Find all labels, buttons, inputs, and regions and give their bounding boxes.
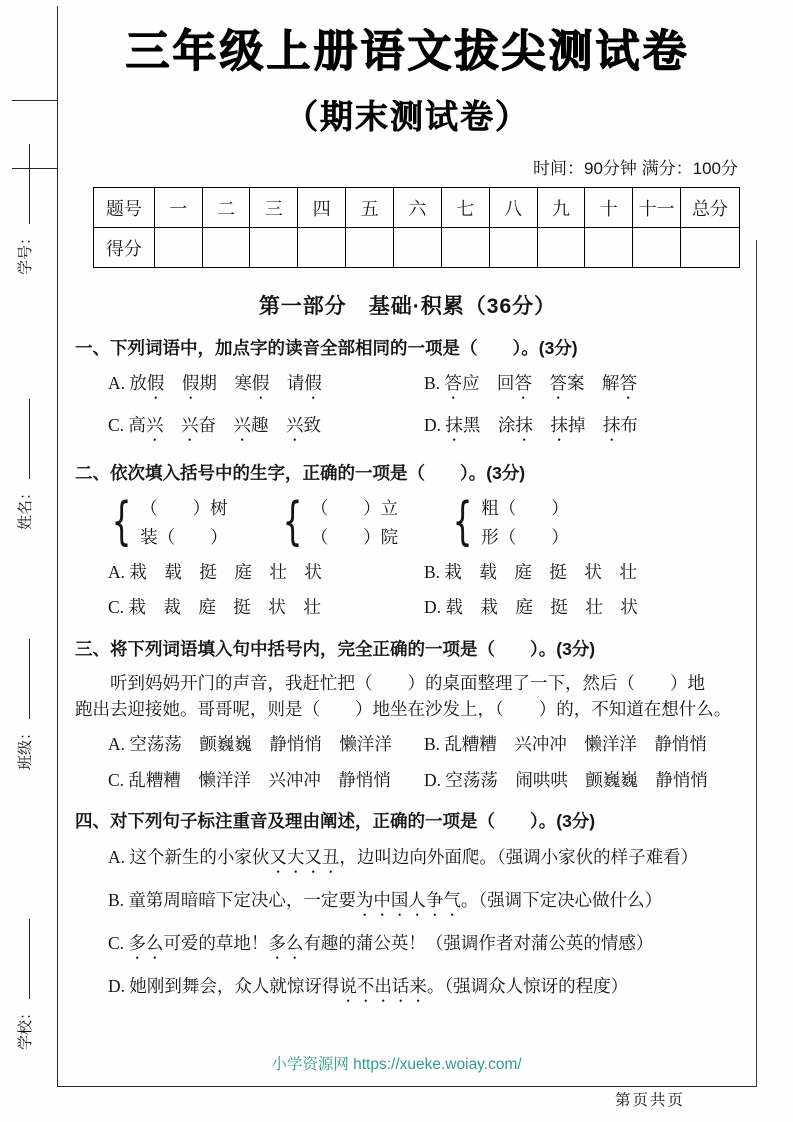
score-table-header-cell: 二 bbox=[202, 188, 250, 228]
option: B. 栽 载 庭 挺 状 壮 bbox=[424, 562, 637, 582]
option: B. 答应 回答 答案 解答 bbox=[424, 373, 637, 394]
group-line-top: 粗（ ） bbox=[481, 497, 569, 518]
score-table-header-cell: 十 bbox=[585, 188, 633, 228]
score-table-header-cell: 五 bbox=[346, 188, 394, 228]
margin-field-blank bbox=[17, 399, 30, 479]
score-cell bbox=[298, 228, 346, 268]
option: C. 高兴 兴奋 兴趣 兴致 bbox=[108, 415, 321, 436]
margin-field-blank bbox=[17, 919, 30, 999]
question-stem: 四、对下列句子标注重音及理由阐述，正确的一项是（ ）。(3分) bbox=[75, 810, 596, 831]
option: C. 多么可爱的草地！多么有趣的蒲公英！（强调作者对蒲公英的情感） bbox=[108, 933, 654, 953]
score-table-header-label: 题号 bbox=[94, 188, 155, 228]
score-cell bbox=[250, 228, 298, 268]
score-table-header-cell: 一 bbox=[154, 188, 202, 228]
option: D. 载 栽 庭 挺 壮 状 bbox=[424, 597, 638, 618]
question-2 bbox=[75, 460, 740, 620]
score-cell bbox=[585, 228, 633, 268]
score-cell bbox=[489, 228, 537, 268]
question-stem: 三、将下列词语填入句中括号内，完全正确的一项是（ ）。(3分) bbox=[75, 638, 596, 659]
question-4 bbox=[75, 808, 740, 1006]
score-cell bbox=[681, 228, 740, 268]
fill-groups bbox=[105, 492, 740, 553]
score-cell bbox=[394, 228, 442, 268]
brace-group bbox=[105, 492, 228, 553]
option: D. 空荡荡 闹哄哄 颤巍巍 静悄悄 bbox=[424, 769, 708, 790]
passage-line: 跑出去迎接她。哥哥呢，则是（ ）地坐在沙发上，（ ）的，不知道在想什么。 bbox=[75, 699, 732, 719]
bottom-border-line bbox=[57, 1086, 757, 1087]
option: A. 栽 载 挺 庭 壮 状 bbox=[108, 562, 322, 582]
score-cell bbox=[633, 228, 681, 268]
score-table bbox=[93, 187, 740, 268]
brace-icon: { bbox=[111, 492, 132, 553]
score-cell bbox=[202, 228, 250, 268]
question-passage bbox=[75, 670, 740, 723]
score-table-header-cell: 十一 bbox=[633, 188, 681, 228]
score-cell bbox=[154, 228, 202, 268]
margin-field-label: 学号： bbox=[17, 229, 34, 275]
score-table-header-cell: 总分 bbox=[681, 188, 740, 228]
score-table-header-cell: 三 bbox=[250, 188, 298, 228]
group-line-top: （ ）立 bbox=[310, 497, 399, 518]
group-line-bottom: （ ）院 bbox=[310, 526, 399, 547]
margin-field-name bbox=[14, 399, 35, 530]
option-row bbox=[108, 731, 740, 757]
question-1 bbox=[75, 335, 740, 445]
brace-group bbox=[276, 492, 399, 553]
score-cell bbox=[537, 228, 585, 268]
question-3 bbox=[75, 636, 740, 793]
margin-field-student-id bbox=[14, 144, 35, 275]
brace-icon: { bbox=[452, 492, 473, 553]
option: D. 抹黑 涂抹 抹掉 抹布 bbox=[424, 415, 638, 436]
brace-icon: { bbox=[282, 492, 303, 553]
group-line-top: （ ）树 bbox=[140, 497, 228, 518]
option-row bbox=[108, 594, 740, 620]
score-table-header-cell: 八 bbox=[489, 188, 537, 228]
brace-group bbox=[446, 492, 569, 553]
option-row bbox=[108, 412, 740, 445]
page-number-label: 第页共页 bbox=[615, 1092, 686, 1109]
score-table-header-cell: 七 bbox=[441, 188, 489, 228]
score-table-header-cell: 四 bbox=[298, 188, 346, 228]
margin-field-label: 班级： bbox=[17, 724, 34, 770]
group-line-bottom: 形（ ） bbox=[481, 526, 569, 547]
score-cell bbox=[441, 228, 489, 268]
questions bbox=[75, 335, 740, 1006]
exam-page bbox=[75, 24, 740, 1006]
option: C. 乱糟糟 懒洋洋 兴冲冲 静悄悄 bbox=[108, 769, 391, 790]
option: B. 童第周暗暗下定决心，一定要为中国人争气。（强调下定决心做什么） bbox=[108, 890, 663, 910]
score-table-header-cell: 九 bbox=[537, 188, 585, 228]
margin-field-blank bbox=[17, 144, 30, 224]
score-cell bbox=[346, 228, 394, 268]
option-row bbox=[108, 559, 740, 585]
left-margin-column bbox=[0, 0, 57, 1122]
margin-field-blank bbox=[17, 639, 30, 719]
option: D. 她刚到舞会，众人就惊讶得说不出话来。（强调众人惊讶的程度） bbox=[108, 976, 629, 996]
passage-line: 听到妈妈开门的声音，我赶忙把（ ）的桌面整理了一下，然后（ ）地 bbox=[110, 672, 705, 693]
margin-field-label: 姓名： bbox=[17, 484, 34, 530]
option-row bbox=[108, 767, 740, 793]
section-heading: 第一部分 基础·积累（36分） bbox=[258, 295, 557, 318]
margin-field-label: 学校： bbox=[17, 1004, 34, 1050]
margin-field-school bbox=[14, 919, 35, 1050]
score-row-label: 得分 bbox=[94, 228, 155, 268]
margin-field-class bbox=[14, 639, 35, 770]
option: A. 这个新生的小家伙又大又丑，边叫边向外面爬。（强调小家伙的样子难看） bbox=[108, 847, 699, 867]
option: A. 放假 假期 寒假 请假 bbox=[108, 373, 322, 394]
option: C. 栽 裁 庭 挺 状 壮 bbox=[108, 597, 321, 618]
exam-subtitle: （期末测试卷） bbox=[285, 98, 530, 135]
score-table-header-cell: 六 bbox=[394, 188, 442, 228]
question-stem: 二、依次填入括号中的生字，正确的一项是（ ）。(3分) bbox=[75, 463, 526, 484]
left-border-line bbox=[57, 6, 58, 1087]
exam-title: 三年级上册语文拔尖测试卷 bbox=[125, 27, 690, 76]
option: B. 乱糟糟 兴冲冲 懒洋洋 静悄悄 bbox=[424, 734, 707, 755]
option: A. 空荡荡 颤巍巍 静悄悄 懒洋洋 bbox=[108, 734, 392, 755]
right-border-line bbox=[756, 240, 757, 1087]
option-row bbox=[108, 370, 740, 403]
footer-site-link: 小学资源网 https://xueke.woiay.com/ bbox=[271, 1056, 522, 1073]
time-score-info: 时间：90分钟 满分：100分 bbox=[533, 159, 738, 178]
question-stem: 一、下列词语中，加点字的读音全部相同的一项是（ ）。(3分) bbox=[75, 338, 578, 358]
group-line-bottom: 装（ ） bbox=[140, 526, 228, 547]
